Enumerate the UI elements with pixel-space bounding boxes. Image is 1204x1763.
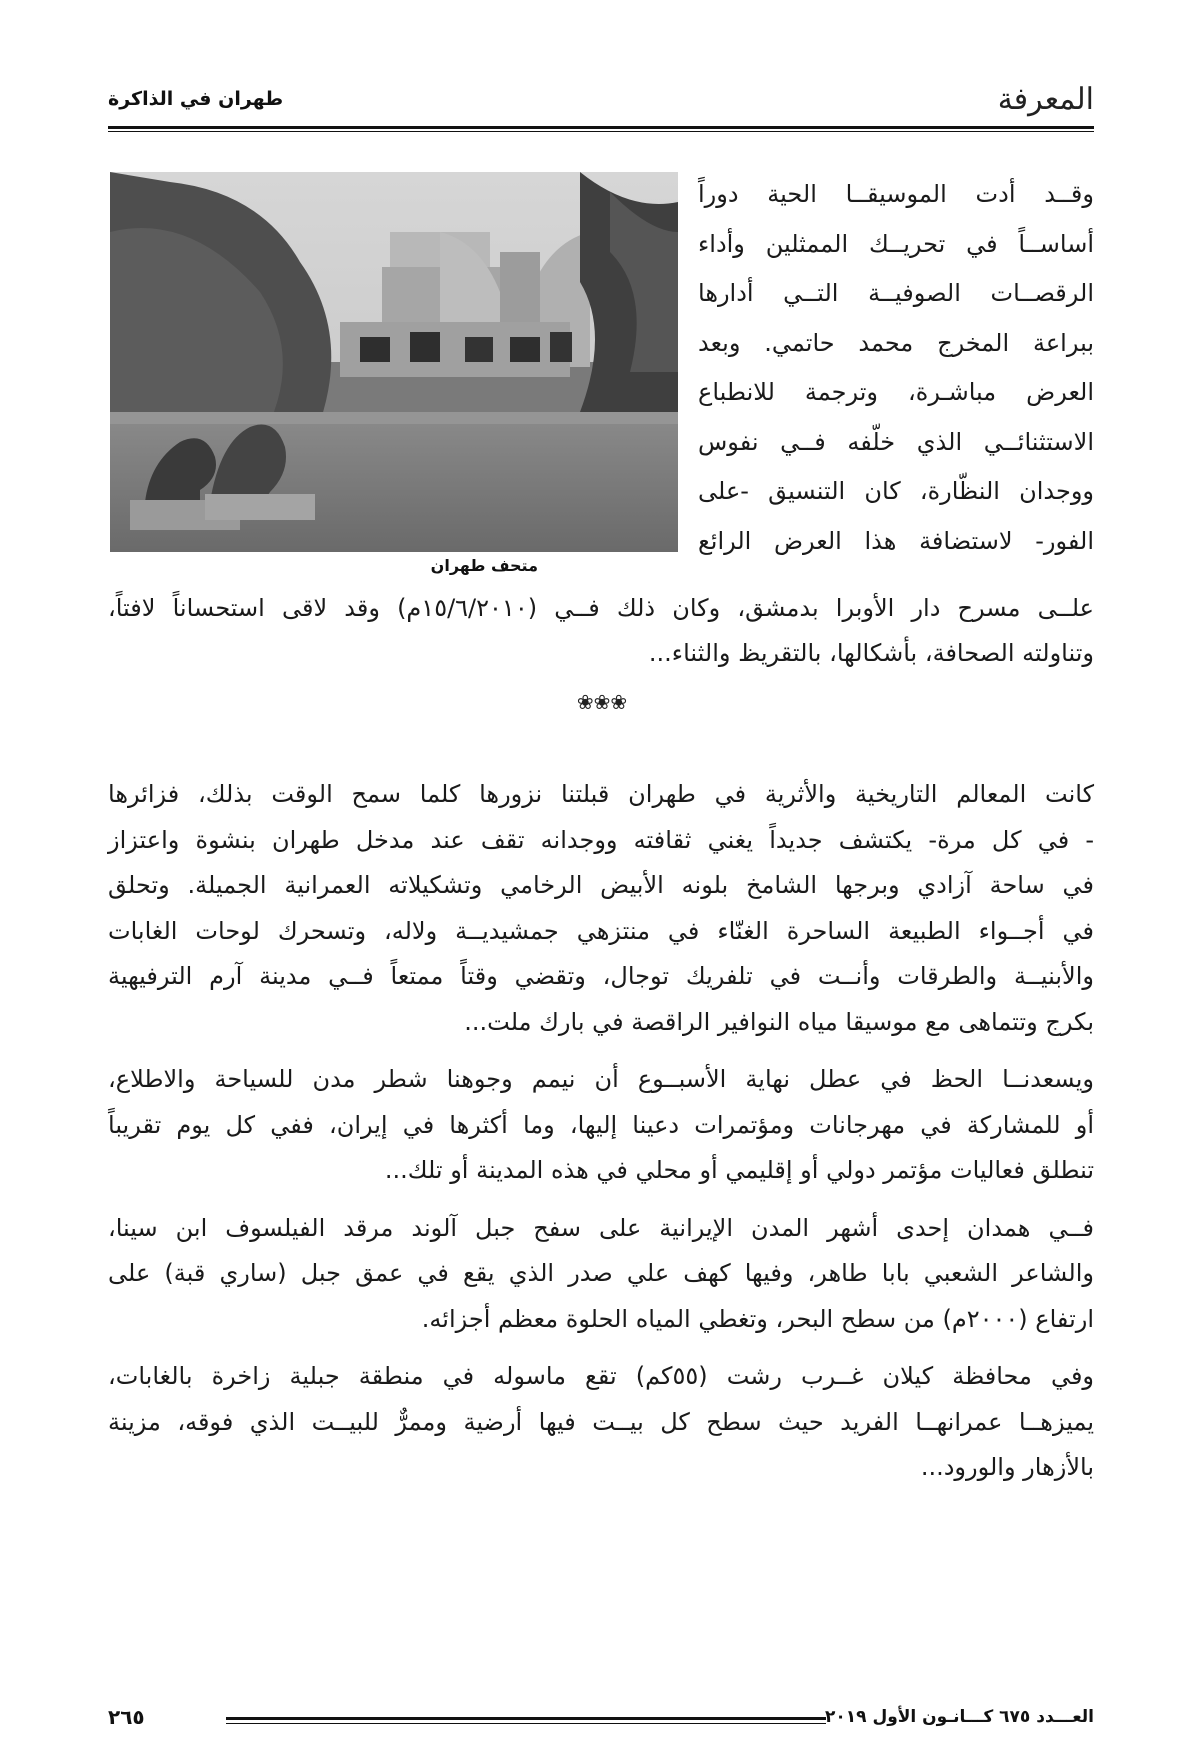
text-line: تنطلق فعاليات مؤتمر دولي أو إقليمي أو محلي في هذه المدينة أو تلك... (384, 1156, 1094, 1184)
page-header (108, 62, 1094, 122)
text-line: في ساحة آزادي وبرجها الشامخ بلونه الأبيض الرخامي وتشكيلاته العمرانية الجميلة. وتحلق (108, 871, 1094, 899)
magazine-logo: المعرفة (997, 82, 1094, 117)
text-line: أساســاً في تحريــك الممثلين وأداء (698, 229, 1094, 258)
text-line: ووجدان النظّارة، كان التنسيق -على (698, 477, 1094, 505)
text-line: العرض مباشـرة، وترجمة للانطباع (698, 378, 1094, 406)
page-footer (108, 1705, 1094, 1735)
text-line: الرقصــات الصوفيــة التــي أدارها (698, 279, 1094, 307)
footer-rule (226, 1717, 826, 1720)
intro-continuation (108, 586, 1094, 676)
paragraph (108, 1354, 1094, 1491)
text-line: بالأزهار والورود... (920, 1453, 1094, 1481)
text-line: وفي محافظة كيلان غــرب رشت (٥٥كم) تقع ماسوله في منطقة جبلية زاخرة بالغابات، (108, 1362, 1095, 1390)
header-rule-thin (108, 131, 1094, 132)
text-line: وقــد أدت الموسيقــا الحية دوراً (698, 180, 1094, 208)
section-ornament: ❀❀❀ (576, 690, 628, 714)
text-line: والشاعر الشعبي بابا طاهر، وفيها كهف علي صدر الذي يقع في عمق جبل (ساري قبة) على (108, 1259, 1094, 1287)
text-line: - في كل مرة- يكتشف جديداً يغني ثقافته ووجدانه تقف عند مدخل طهران بنشوة واعتزاز (108, 825, 1094, 854)
text-line: بكرج وتتماهى مع موسيقا مياه النوافير الراقصة في بارك ملت... (464, 1007, 1094, 1036)
text-line: الاستثنائــي الذي خلّفه فــي نفوس (698, 427, 1094, 456)
text-line: والأبنيــة والطرقات وأنــت في تلفريك توجال، وتقضي وقتاً ممتعاً فــي مدينة آرم الترفيهية (108, 962, 1094, 990)
figure-caption: متحف طهران (430, 556, 538, 575)
text-line: أو للمشاركة في مهرجانات ومؤتمرات دعينا إليها، وما أكثرها في إيران، ففي كل يوم تقريباً (108, 1110, 1094, 1139)
text-line: ارتفاع (٢٠٠٠م) من سطح البحر، وتغطي المياه الحلوة معظم أجزائه. (421, 1304, 1094, 1333)
museum-photo (110, 172, 678, 552)
paragraph (108, 1057, 1094, 1194)
text-line: ويسعدنــا الحظ في عطل نهاية الأسبــوع أن نيمم وجوهنا شطر مدن للسياحة والاطلاع، (108, 1065, 1094, 1093)
text-line: في أجــواء الطبيعة الساحرة الغنّاء في منتزهي جمشيديــة ولاله، وتسحرك لوحات الغابات (108, 916, 1094, 945)
text-line: ببراعة المخرج محمد حاتمي. وبعد (698, 328, 1094, 357)
page-number: ٢٦٥ (108, 1705, 145, 1729)
text-line: فــي همدان إحدى أشهر المدن الإيرانية على سفح جبل آلوند مرقد الفيلسوف ابن سينا، (108, 1213, 1094, 1242)
header-rule (108, 126, 1094, 129)
text-line: يميزهــا عمرانهــا الفريد حيث سطح كل بيــت فيها أرضية وممرٌّ للبيــت الذي فوقه، مزينة (108, 1407, 1094, 1436)
text-line: كانت المعالم التاريخية والأثرية في طهران قبلتنا نزورها كلما سمح الوقت بذلك، فزائرها (108, 780, 1094, 808)
intro-column (698, 170, 1094, 566)
text-line: علــى مسرح دار الأوبرا بدمشق، وكان ذلك فــي (١٥/٦/٢٠١٠م) وقد لاقى استحساناً لافتاً، (108, 594, 1095, 622)
issue-info: العـــدد ٦٧٥ كـــانـون الأول ٢٠١٩ (825, 1707, 1094, 1727)
footer-rule-thin (226, 1723, 826, 1724)
paragraph (108, 1206, 1094, 1343)
article-body (108, 772, 1094, 1503)
text-line: وتناولته الصحافة، بأشكالها، بالتقريظ والثناء... (648, 639, 1094, 667)
text-line: الفور- لاستضافة هذا العرض الرائع (698, 526, 1094, 555)
running-title: طهران في الذاكرة (108, 88, 284, 110)
paragraph (108, 772, 1094, 1045)
